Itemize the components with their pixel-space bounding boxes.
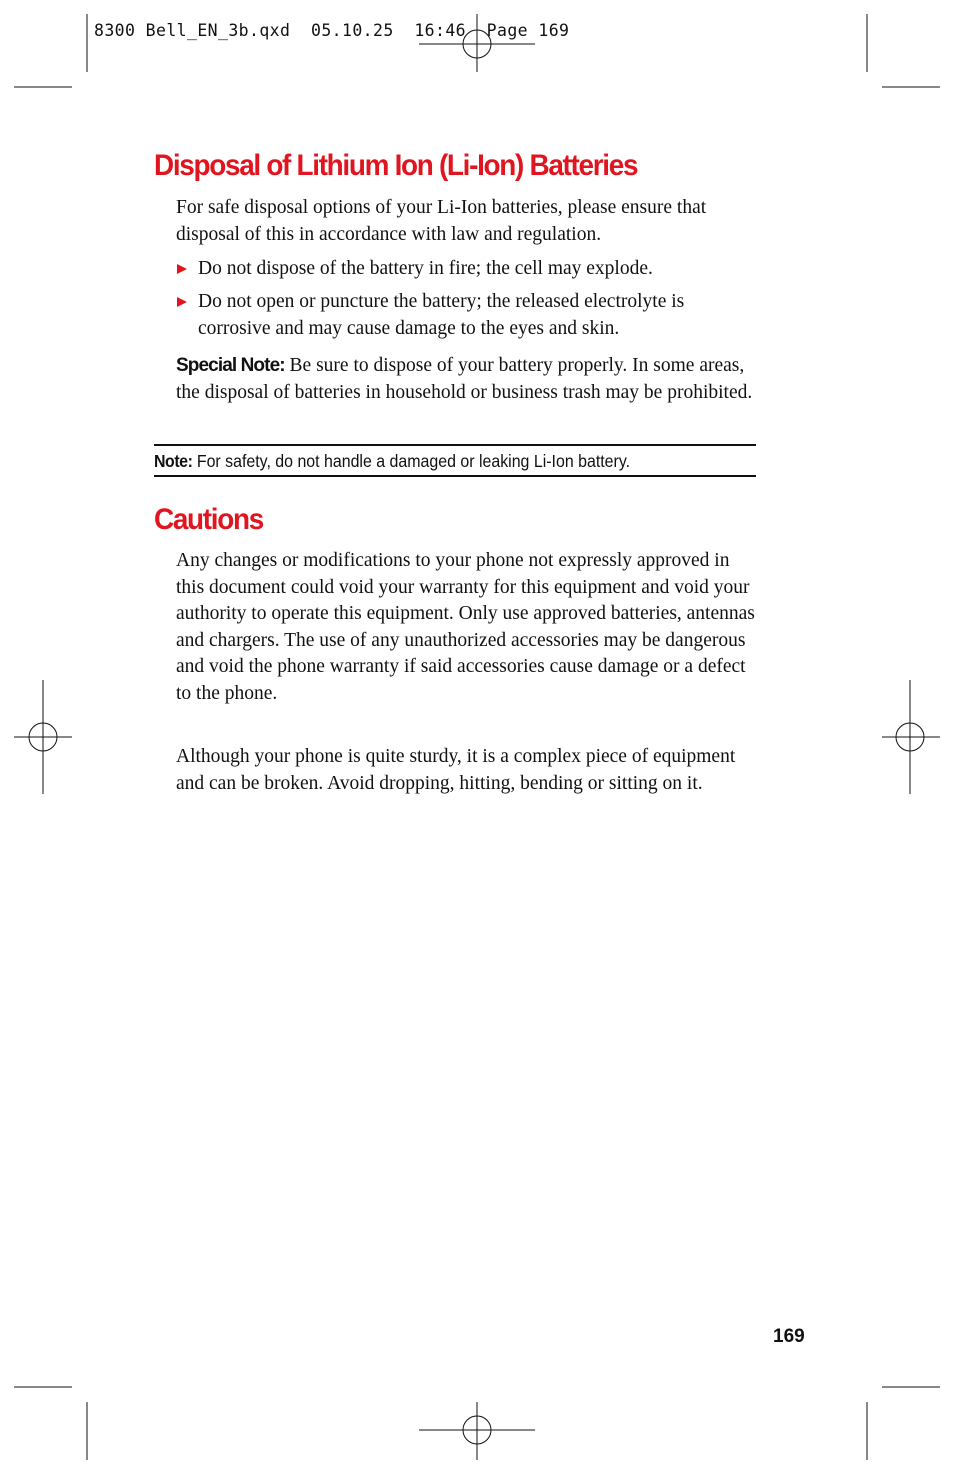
note-text: For safety, do not handle a damaged or leaking Li-Ion battery. <box>192 451 631 471</box>
cautions-paragraph: Any changes or modifications to your phone not expressly approved in this document could void your warranty for this equipment and void your authority to operate this equipment. Only use approved batteries, antennas and chargers. The use of any unauthorized accessories may be dangerous and void the phone warranty if said accessories cause damage or a defect to the phone. <box>176 550 755 704</box>
note-label: Note: <box>154 451 193 471</box>
section-title-disposal: Disposal of Lithium Ion (Li-Ion) Batteries <box>154 149 638 182</box>
bullet-text: Do not dispose of the battery in fire; the cell may explode. <box>198 258 653 279</box>
list-item <box>176 256 760 283</box>
cautions-paragraph: Although your phone is quite sturdy, it is a complex piece of equipment and can be broken. Avoid dropping, hitting, bending or sitting on it. <box>176 746 736 794</box>
registration-mark-right <box>882 680 940 794</box>
registration-mark-left <box>14 680 72 794</box>
disposal-intro: For safe disposal options of your Li-Ion batteries, please ensure that disposal of this in accordance with law and regulation. <box>176 197 707 245</box>
registration-mark-top <box>419 14 535 72</box>
bullet-text: Do not open or puncture the battery; the released electrolyte is corrosive and may cause damage to the eyes and skin. <box>198 291 685 339</box>
registration-mark-bottom <box>419 1402 535 1460</box>
triangle-bullet-icon <box>177 264 187 274</box>
page-number: 169 <box>773 1326 805 1347</box>
disposal-bullet-list <box>176 256 760 349</box>
triangle-bullet-icon <box>177 297 187 307</box>
special-note-text: Be sure to dispose of your battery properly. In some areas, the disposal of batteries in household or business trash may be prohibited. <box>176 355 753 403</box>
special-note <box>176 353 760 406</box>
print-slug: 8300 Bell_EN_3b.qxd 05.10.25 16:46 Page 169 <box>94 21 570 40</box>
list-item <box>176 289 760 342</box>
safety-note-box <box>154 444 756 477</box>
safety-note <box>154 451 630 472</box>
special-note-label: Special Note: <box>176 355 285 376</box>
section-title-cautions: Cautions <box>154 503 263 536</box>
